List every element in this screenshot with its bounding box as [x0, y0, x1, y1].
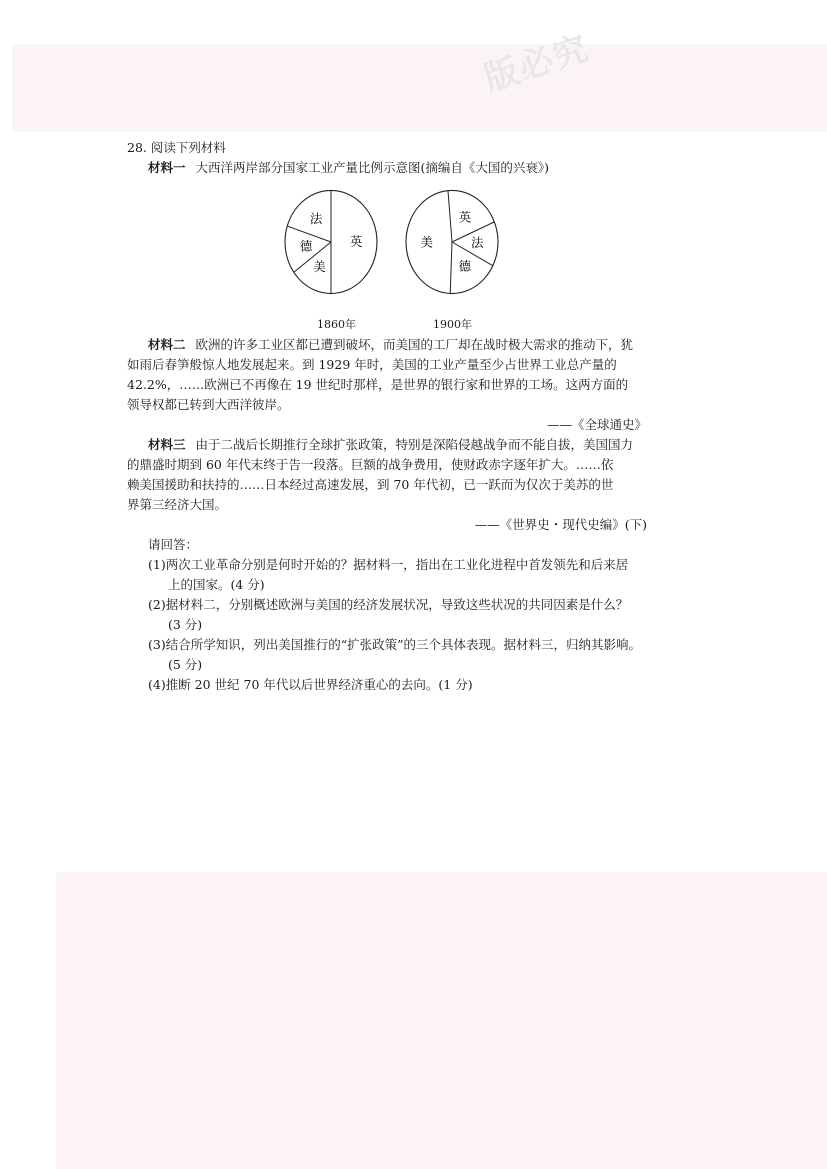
question-1-line-1: (1)两次工业革命分别是何时开始的？据材料一，指出在工业化进程中首发领先和后来居: [148, 557, 629, 572]
question-3-line-2: (5 分): [168, 657, 203, 672]
question-4: [148, 675, 647, 695]
question-title: 28. 阅读下列材料: [127, 140, 226, 155]
material2-line-3: 42.2%，……欧洲已不再像在 19 世纪时那样，是世界的银行家和世界的工场。这两方面的: [127, 377, 629, 392]
pie-0-label-1: 美: [313, 259, 326, 275]
material1-caption: 大西洋两岸部分国家工业产量比例示意图(摘编自《大国的兴衰》): [195, 160, 550, 175]
question-4-line-1: (4)推断 20 世纪 70 年代以后世界经济重心的去向。(1 分): [148, 677, 473, 692]
material3-line-2: 的鼎盛时期到 60 年代末终于告一段落。巨额的战争费用，使财政赤字逐年扩大。……依: [127, 457, 614, 472]
material2-line-1: 欧洲的许多工业区都已遭到破坏，而美国的工厂却在战时极大需求的推动下，犹: [195, 337, 634, 352]
material1-heading: [127, 158, 647, 178]
material3-label: 材料三: [148, 437, 186, 452]
material2-line-2: 如雨后春笋般惊人地发展起来。到 1929 年时，美国的工业产量至少占世界工业总产量的: [127, 357, 617, 372]
pie-0-label-3: 法: [309, 211, 323, 227]
question-1: [148, 555, 647, 595]
question-list: [127, 555, 647, 695]
bottom-tint-band: [56, 872, 827, 1169]
question-3: [148, 635, 647, 675]
pie-1-label-0: 英: [458, 209, 472, 225]
material2-label: 材料二: [148, 337, 186, 352]
pie-0-label-0: 英: [350, 234, 363, 249]
pie-0-label-2: 德: [299, 238, 313, 254]
question-2: [148, 595, 647, 635]
materials-and-questions: [127, 335, 647, 695]
answer-prompt: 请回答：: [148, 537, 199, 552]
pie-1900-title: 1900年: [433, 318, 472, 331]
material3-source: ——《世界史・现代史编》(下): [474, 517, 647, 532]
question-1-line-2: 上的国家。(4 分): [168, 577, 265, 592]
pie-1-label-2: 德: [458, 258, 471, 274]
question-3-line-1: (3)结合所学知识，列出美国推行的“扩张政策”的三个具体表现。据材料三，归纳其影响。: [148, 637, 641, 652]
material3: [127, 435, 647, 455]
material2-line-4: 领导权都已转到大西洋彼岸。: [127, 397, 290, 412]
material2: [127, 335, 647, 355]
question-28: [127, 138, 647, 178]
material2-source: ——《全球通史》: [546, 417, 647, 432]
material3-line-1: 由于二战后长期推行全球扩张政策，特别是深陷侵越战争而不能自拔，美国国力: [195, 437, 634, 452]
pie-1860-title: 1860年: [317, 318, 356, 331]
watermark: 版必究: [479, 28, 595, 100]
material3-line-4: 界第三经济大国。: [127, 497, 228, 512]
question-2-line-2: (3 分): [168, 617, 203, 632]
pie-1-divider-0: [448, 191, 452, 242]
pie-charts-svg: [127, 182, 647, 332]
question-2-line-1: (2)据材料二，分别概述欧洲与美国的经济发展状况，导致这些状况的共同因素是什么？: [148, 597, 629, 612]
material3-line-3: 赖美国援助和扶持的……日本经过高速发展，到 70 年代初，已一跃而为仅次于美苏的世: [127, 477, 614, 492]
top-tint-band: [12, 28, 827, 132]
pie-charts: [127, 182, 647, 332]
pie-1-divider-3: [450, 242, 452, 293]
pie-1-label-3: 美: [420, 234, 433, 250]
pie-1-label-1: 法: [471, 235, 484, 251]
material1-label: 材料一: [148, 160, 186, 175]
